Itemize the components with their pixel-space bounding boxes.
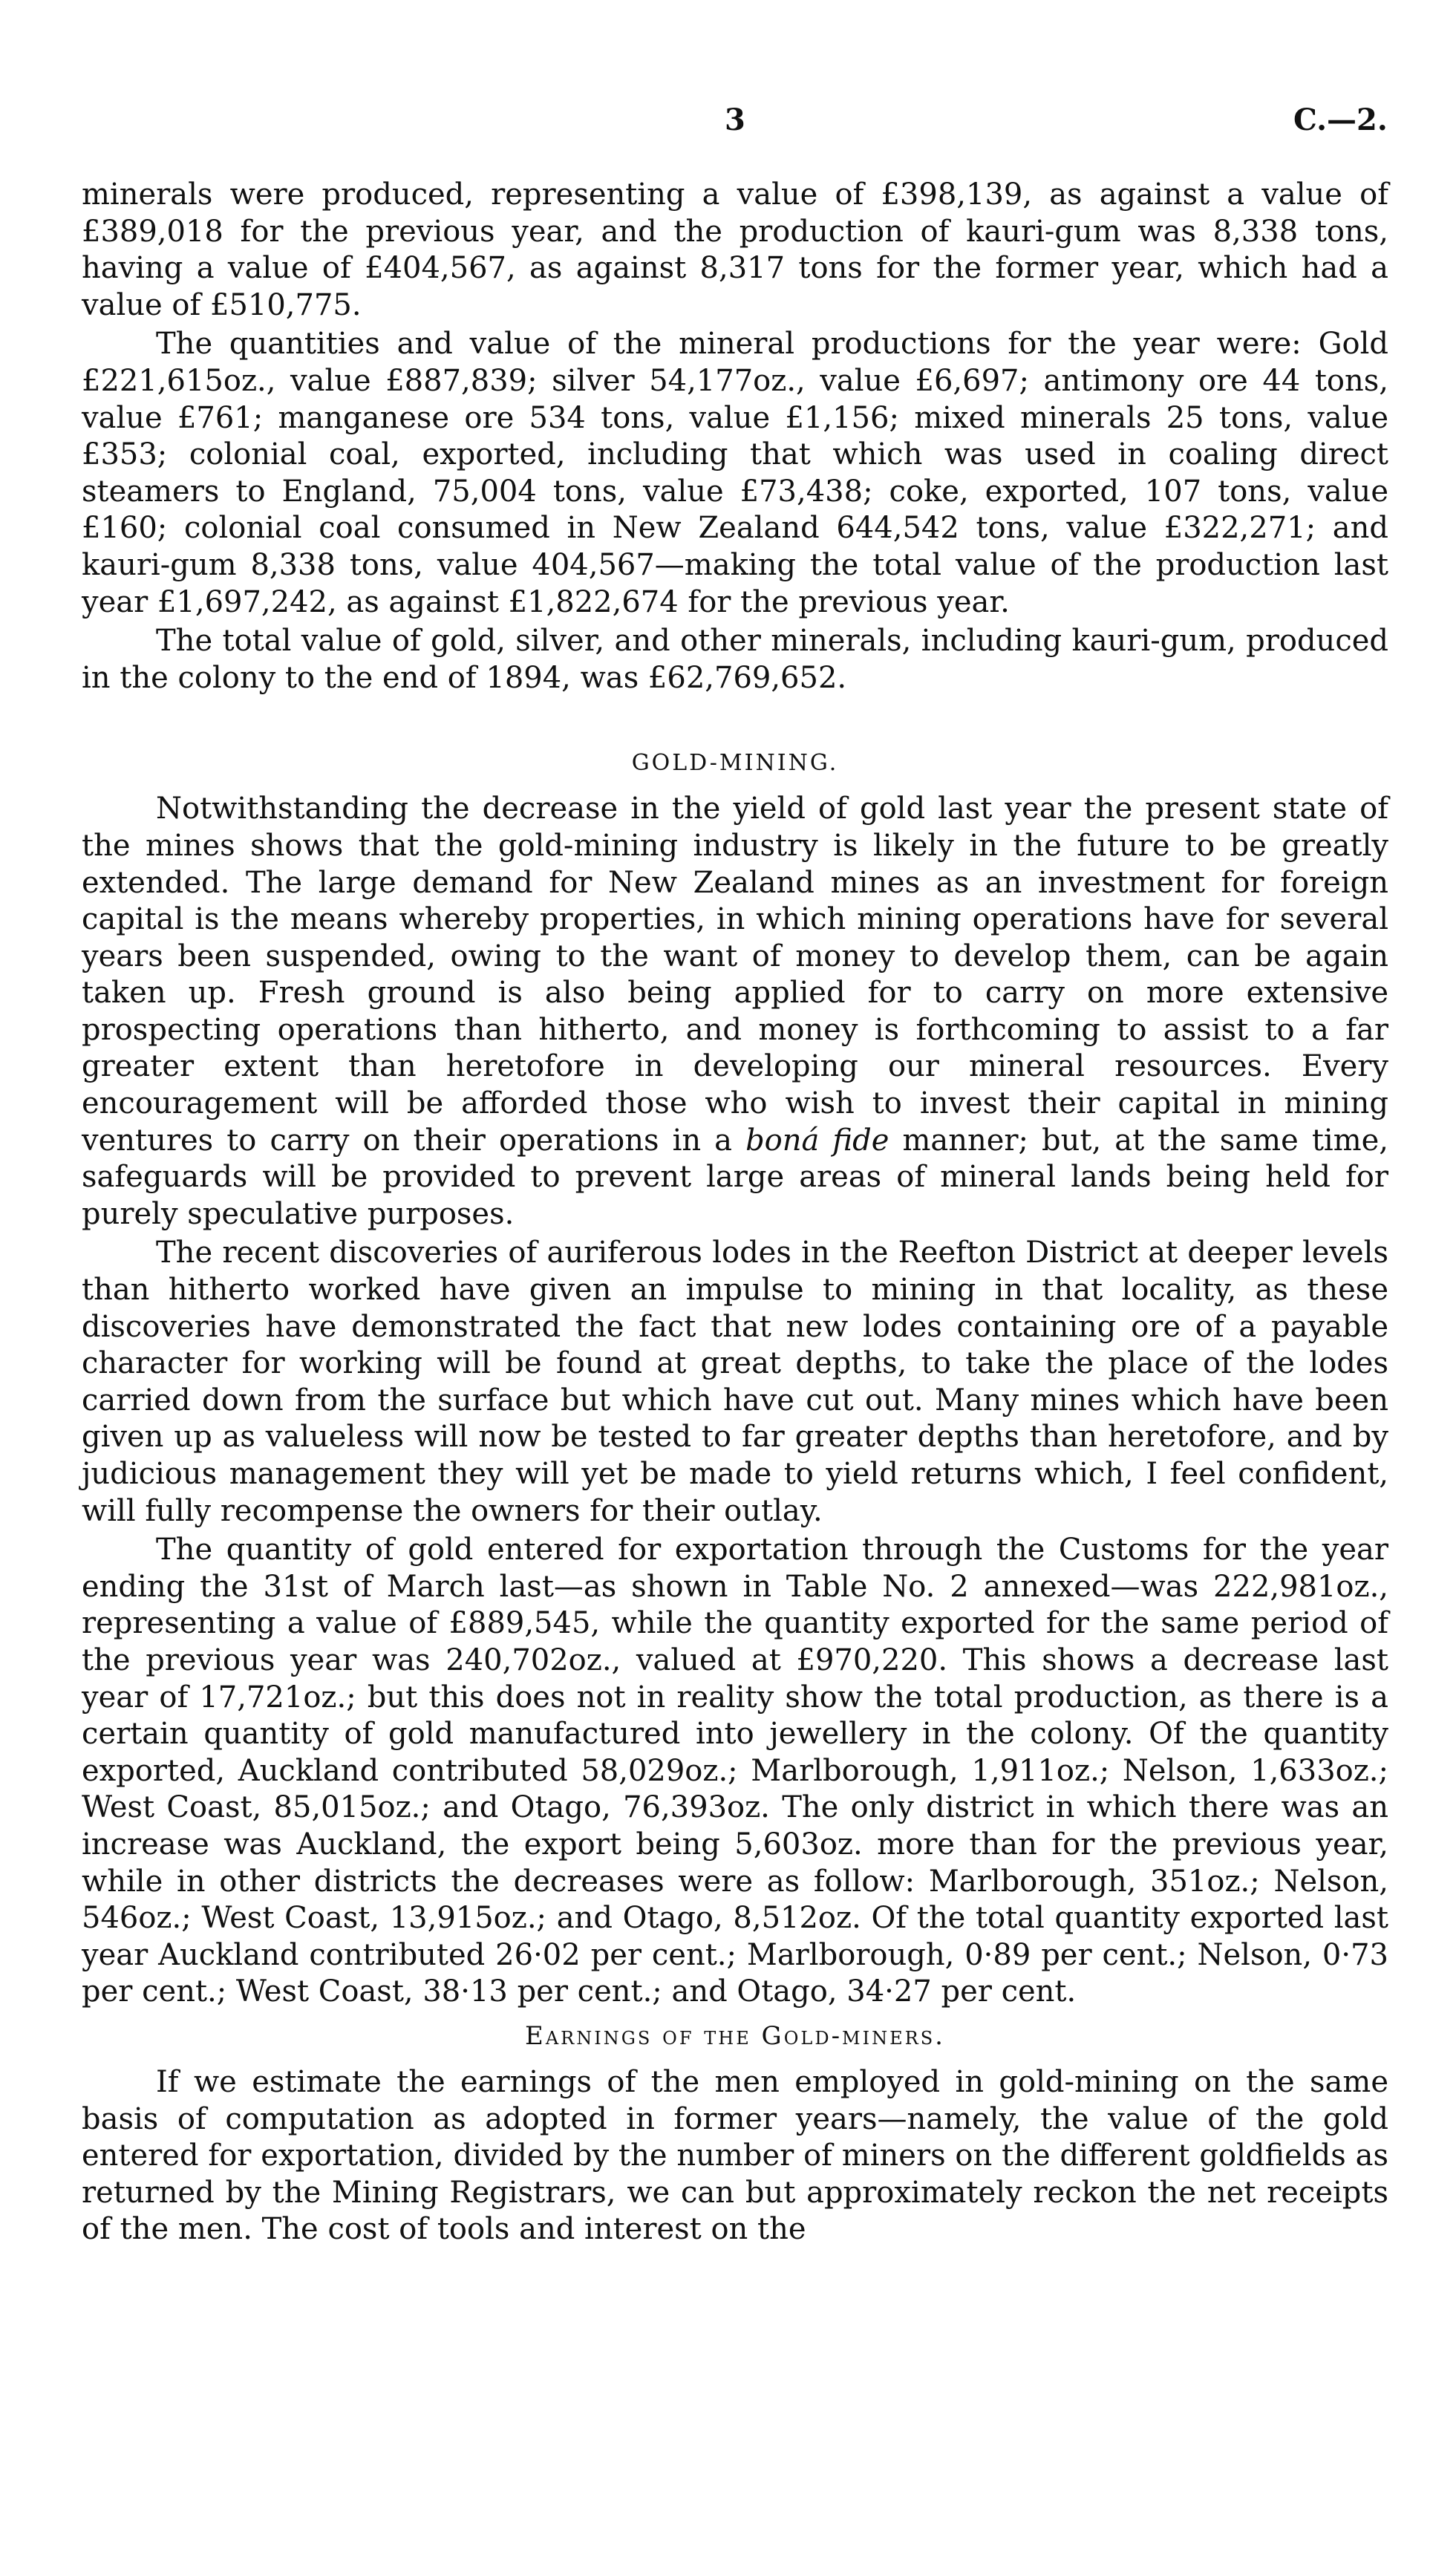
paragraph-gold-mining-outlook <box>82 791 1388 1233</box>
paragraph-production-summary: minerals were produced, representing a value of £398,139, as against a value of £389,018 for the previous year, and the production of kauri-gum was 8,338 tons, having a value of £404,567, as against 8,317 tons for the former year, which had a value of £510,775. <box>82 177 1388 322</box>
earnings-heading: Earnings of the Gold-miners. <box>525 2020 945 2051</box>
paragraph-miners-earnings: If we estimate the earnings of the men employed in gold-mining on the same basis of computation as adopted in former years—namely, the value of the gold entered for exportation, divided by the number of miners on the different goldfields as returned by the Mining Registrars, we can but approximately reckon the net receipts of the men. The cost of tools and interest on the <box>82 2064 1388 2247</box>
page-body <box>82 177 1388 2251</box>
paragraph-text: Notwithstanding the decrease in the yield of gold last year the present state of the mines shows that the gold-mining industry is likely in the future to be greatly extended. The large demand for New Zealand mines as an investment for foreign capital is the means whereby properties, in which mining operations have for several years been suspended, owing to the want of money to develop them, can be again taken up. Fresh ground is also being applied for to carry on more extensive prospecting operations than hitherto, and money is forthcoming to assist to a far greater extent than heretofore in developing our mineral resources. Every encouragement will be afforded those who wish to invest their capital in mining ventures to carry on their operations in a <box>82 792 1388 1158</box>
paragraph-gold-exports: The quantity of gold entered for exportation through the Customs for the year ending the 31st of March last—as shown in Table No. 2 annexed—was 222,981oz., representing a value of £889,545, while the quantity exported for the same period of the previous year was 240,702oz., valued at £970,220. This shows a decrease last year of 17,721oz.; but this does not in reality show the total production, as there is a certain quantity of gold manufactured into jewellery in the colony. Of the quantity exported, Auckland contributed 58,029oz.; Marlborough, 1,911oz.; Nelson, 1,633oz.; West Coast, 85,015oz.; and Otago, 76,393oz. The only district in which there was an increase was Auckland, the export being 5,603oz. more than for the previous year, while in other districts the decreases were as follow: Marlborough, 351oz.; Nelson, 546oz.; West Coast, 13,915oz.; and Otago, 8,512oz. Of the total quantity exported last year Auckland contributed 26·02 per cent.; Marlborough, 0·89 per cent.; Nelson, 0·73 per cent.; West Coast, 38·13 per cent.; and Otago, 34·27 per cent. <box>82 1533 1388 2009</box>
paragraph-total-value: The total value of gold, silver, and other minerals, including kauri-gum, produced in the colony to the end of 1894, was £62,769,652. <box>82 624 1388 695</box>
paragraph-reefton-discoveries: The recent discoveries of auriferous lodes in the Reefton District at deeper levels than hitherto worked have given an impulse to mining in that locality, as these discoveries have demonstrated the fact that new lodes containing ore of a payable character for working will be found at great depths, to take the place of the lodes carried down from the surface but which have cut out. Many mines which have been given up as valueless will now be tested to far greater depths than heretofore, and by judicious management they will yet be made to yield returns which, I feel confident, will fully recompense the owners for their outlay. <box>82 1236 1388 1528</box>
page-number: 3 <box>725 102 745 137</box>
italic-phrase: boná fide <box>745 1123 889 1158</box>
document-reference: C.—2. <box>1293 102 1388 137</box>
gold-mining-heading: GOLD-MINING. <box>631 750 839 777</box>
paragraph-text: manner; but, at the same time, safeguards will be provided to prevent large areas of mineral lands being held for purely speculative purposes. <box>82 1123 1389 1231</box>
paragraph-mineral-quantities: The quantities and value of the mineral productions for the year were: Gold £221,615oz., value £887,839; silver 54,177oz., value £6,697; antimony ore 44 tons, value £761; manganese ore 534 tons, value £1,156; mixed minerals 25 tons, value £353; colonial coal, exported, including that which was used in coaling direct steamers to England, 75,004 tons, value £73,438; coke, exported, 107 tons, value £160; colonial coal consumed in New Zealand 644,542 tons, value £322,271; and kauri-gum 8,338 tons, value 404,567—making the total value of the production last year £1,697,242, as against £1,822,674 for the previous year. <box>82 327 1388 619</box>
